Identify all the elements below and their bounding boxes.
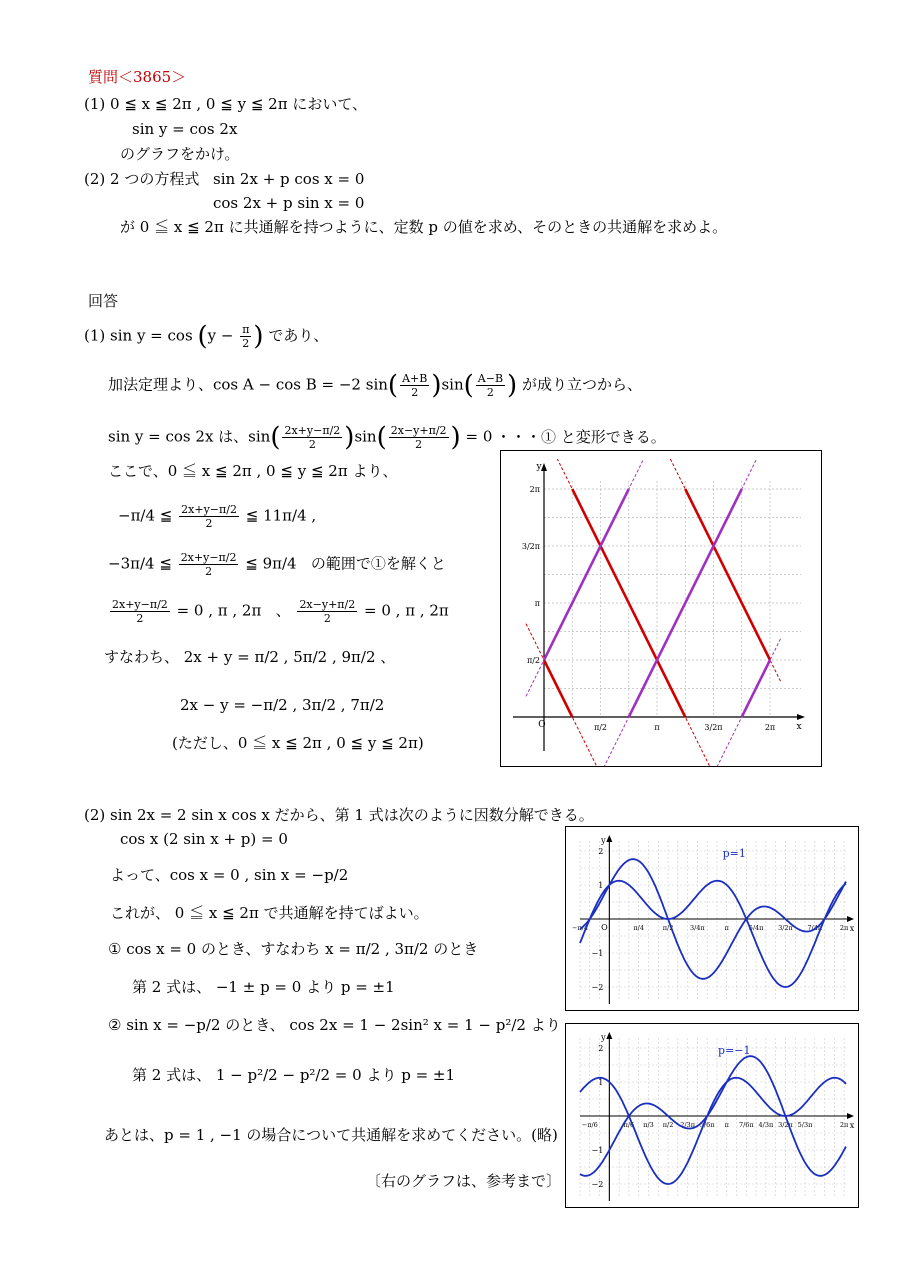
denominator: 2 bbox=[205, 517, 213, 530]
denominator: 2 bbox=[415, 438, 423, 451]
paren: ) bbox=[253, 321, 264, 352]
denominator: 2 bbox=[136, 612, 144, 625]
graph-siny-cos2x bbox=[500, 450, 822, 767]
solution-1: = 0 , π , 2π bbox=[176, 601, 262, 620]
x-axis-arrow bbox=[797, 714, 805, 720]
solution-2: = 0 , π , 2π bbox=[364, 601, 449, 620]
dashed-line-extension bbox=[526, 624, 781, 766]
answer-2-case2-result: 第 2 式は、 1 − p²/2 − p²/2 = 0 より p = ±1 bbox=[132, 1066, 456, 1084]
graph-2-svg bbox=[566, 827, 858, 1010]
x-tick-label: −π/4 bbox=[571, 924, 589, 932]
paren: ) bbox=[431, 370, 442, 401]
y-tick-label: −1 bbox=[591, 949, 604, 958]
numerator: 2x+y−π/2 bbox=[112, 598, 168, 611]
origin-label: O bbox=[538, 720, 546, 730]
answer-2-case1: ① cos x = 0 のとき、すなわち x = π/2 , 3π/2 のとき bbox=[108, 940, 479, 958]
a1-line3-eq: = 0 bbox=[465, 427, 493, 446]
x-tick-label: 2/3π bbox=[680, 1121, 695, 1129]
numerator: 2x+y−π/2 bbox=[284, 424, 341, 437]
x-tick-label: 2π bbox=[764, 723, 776, 732]
solution-separator: 、 bbox=[275, 601, 291, 620]
denominator: 2 bbox=[205, 565, 213, 578]
line-2x-minus-y: 2x − y = −π/2 , 3π/2 , 7π/2 bbox=[180, 696, 385, 714]
a1-line2-prefix: 加法定理より、cos A − cos B = −2 sin bbox=[108, 375, 388, 394]
numerator: A−B bbox=[477, 372, 504, 385]
denominator: 2 bbox=[308, 438, 316, 451]
x-tick-label: π bbox=[654, 723, 660, 732]
fraction bbox=[400, 372, 429, 399]
numerator: A+B bbox=[402, 372, 428, 385]
ineq2-left: −3π/4 ≦ bbox=[108, 554, 172, 573]
fraction bbox=[110, 598, 170, 625]
x-tick-label: π/2 bbox=[593, 723, 608, 732]
y-axis-label: y bbox=[536, 462, 542, 472]
y-axis-arrow bbox=[541, 463, 547, 471]
origin-label: O bbox=[601, 923, 608, 932]
legend-label: p=1 bbox=[722, 847, 746, 860]
question-2-eq2: cos 2x + p sin x = 0 bbox=[213, 194, 365, 212]
y-tick-label: π/2 bbox=[526, 656, 540, 665]
paren: ( bbox=[463, 370, 474, 401]
fraction bbox=[179, 503, 239, 530]
paren: ( bbox=[270, 422, 281, 453]
a1-suffix: であり、 bbox=[268, 326, 329, 345]
question-1: (1) 0 ≦ x ≦ 2π , 0 ≦ y ≦ 2π において、 bbox=[84, 95, 368, 113]
x-tick-label: π/4 bbox=[633, 924, 645, 932]
fraction bbox=[179, 551, 239, 578]
x-tick-label: 7/4π bbox=[807, 924, 823, 932]
a1-line2-suffix: が成り立つから、 bbox=[521, 375, 642, 394]
graph-p-equals-minus-1 bbox=[565, 1023, 859, 1208]
a1-prefix: (1) sin y = cos bbox=[84, 326, 193, 345]
x-tick-label: π/6 bbox=[623, 1121, 635, 1129]
ineq2-right: ≦ 9π/4 bbox=[245, 554, 297, 573]
x-tick-label: 3/2π bbox=[778, 1121, 793, 1129]
x-tick-label: π/3 bbox=[643, 1121, 654, 1129]
x-tick-label: 2π bbox=[839, 1121, 849, 1129]
y-tick-label: 1 bbox=[598, 1078, 604, 1087]
y-tick-label: 2 bbox=[598, 1044, 604, 1053]
y-tick-label: −2 bbox=[591, 1180, 604, 1189]
dashed-line-extension bbox=[526, 451, 781, 766]
x-axis-arrow bbox=[847, 916, 854, 922]
y-axis-arrow bbox=[606, 1032, 612, 1039]
frame-top bbox=[501, 451, 821, 459]
y-axis-label: y bbox=[601, 1033, 606, 1042]
x-tick-label: 5/6π bbox=[699, 1121, 715, 1129]
ineq1-right: ≦ 11π/4 , bbox=[245, 506, 317, 525]
paren: ( bbox=[197, 321, 208, 352]
answer-1-line4: ここで、0 ≦ x ≦ 2π , 0 ≦ y ≦ 2π より、 bbox=[108, 462, 398, 480]
answer-2-line2: cos x (2 sin x + p) = 0 bbox=[120, 830, 288, 848]
x-tick-label: π bbox=[724, 1121, 729, 1129]
x-tick-label: π/2 bbox=[662, 1121, 674, 1129]
answer-1-line3-suffix: ・・・① と変形できる。 bbox=[496, 428, 666, 446]
sunawachi-line: すなわち、 2x + y = π/2 , 5π/2 , 9π/2 、 bbox=[104, 648, 396, 666]
paren: ( bbox=[387, 370, 399, 401]
x-axis-label: x bbox=[796, 722, 802, 732]
inequality-1 bbox=[118, 503, 316, 530]
legend-label: p=−1 bbox=[718, 1044, 751, 1057]
graph-note: 〔右のグラフは、参考まで〕 bbox=[366, 1172, 562, 1190]
denominator: 2 bbox=[323, 612, 331, 625]
paren: ) bbox=[344, 422, 355, 453]
x-tick-label: 5/4π bbox=[748, 924, 764, 932]
domain-note: (ただし、0 ≦ x ≦ 2π , 0 ≦ y ≦ 2π) bbox=[172, 734, 424, 752]
x-tick-label: 3/4π bbox=[690, 924, 705, 932]
answer-1-line3 bbox=[108, 424, 492, 451]
numerator: 2x+y−π/2 bbox=[181, 503, 237, 516]
solutions-line bbox=[108, 598, 449, 625]
dashed-line-extension bbox=[526, 451, 781, 766]
graph-1-svg bbox=[501, 451, 821, 766]
question-2-eq1: sin 2x + p cos x = 0 bbox=[213, 170, 365, 188]
answer-1-line1 bbox=[84, 323, 328, 350]
numerator: 2x+y−π/2 bbox=[180, 551, 237, 564]
answer-2-last: あとは、p = 1 , −1 の場合について共通解を求めてください。(略) bbox=[104, 1126, 558, 1144]
inequality-2 bbox=[108, 551, 446, 578]
answer-2-line1: (2) sin 2x = 2 sin x cos x だから、第 1 式は次のように因数分解できる。 bbox=[84, 806, 594, 824]
graph-3-svg bbox=[566, 1024, 858, 1207]
x-axis-label: x bbox=[849, 1121, 855, 1130]
answer-2-case1-result: 第 2 式は、 −1 ± p = 0 より p = ±1 bbox=[132, 978, 395, 996]
fraction bbox=[297, 598, 357, 625]
ineq1-left: −π/4 ≦ bbox=[118, 506, 173, 525]
y-tick-label: 3/2π bbox=[521, 542, 540, 551]
fraction bbox=[389, 424, 449, 451]
ineq2-suffix: の範囲で①を解くと bbox=[310, 554, 446, 573]
dashed-line-extension bbox=[526, 451, 781, 682]
graph-p-equals-1 bbox=[565, 826, 859, 1011]
x-tick-label: 7/6π bbox=[738, 1121, 754, 1129]
x-axis-label: x bbox=[849, 924, 855, 933]
y-tick-label: 1 bbox=[598, 881, 604, 890]
question-2-intro: (2) 2 つの方程式 bbox=[84, 170, 200, 188]
y-tick-label: 2π bbox=[529, 485, 540, 494]
paren: ) bbox=[450, 422, 461, 453]
paren: ) bbox=[507, 370, 518, 401]
x-axis-arrow bbox=[847, 1113, 854, 1119]
answer-2-line4: これが、 0 ≦ x ≦ 2π で共通解を持てばよい。 bbox=[110, 904, 429, 922]
numerator: 2x−y+π/2 bbox=[390, 424, 447, 437]
a1-line3-prefix: sin y = cos 2x は、sin bbox=[108, 427, 271, 446]
answer-1-line2 bbox=[108, 372, 642, 399]
y-tick-label: π bbox=[534, 599, 540, 608]
y-tick-label: 2 bbox=[598, 847, 604, 856]
a1-line2-mid: sin bbox=[441, 375, 464, 394]
denominator: 2 bbox=[411, 386, 419, 399]
curve-equation-2 bbox=[580, 881, 846, 987]
a1-line3-mid: sin bbox=[354, 427, 377, 446]
x-tick-label: −π/6 bbox=[581, 1121, 598, 1129]
x-tick-label: 3/2π bbox=[778, 924, 793, 932]
x-tick-label: 3/2π bbox=[704, 723, 723, 732]
answer-2-line3: よって、cos x = 0 , sin x = −p/2 bbox=[110, 866, 349, 884]
y-axis-label: y bbox=[601, 836, 606, 845]
answer-heading: 回答 bbox=[88, 292, 119, 310]
fraction bbox=[282, 424, 342, 451]
y-tick-label: −2 bbox=[591, 983, 604, 992]
x-tick-label: 5/3π bbox=[797, 1121, 813, 1129]
a1-inner: y − bbox=[207, 326, 234, 345]
x-tick-label: 2π bbox=[839, 924, 849, 932]
denominator: 2 bbox=[486, 386, 494, 399]
numerator: 2x−y+π/2 bbox=[299, 598, 356, 611]
question-1-instruction: のグラフをかけ。 bbox=[120, 145, 240, 163]
denominator: 2 bbox=[242, 337, 250, 350]
y-tick-label: −1 bbox=[591, 1146, 604, 1155]
x-tick-label: π bbox=[724, 924, 729, 932]
fraction bbox=[476, 372, 505, 399]
paren: ( bbox=[376, 422, 387, 453]
fraction bbox=[240, 323, 251, 350]
question-1-equation: sin y = cos 2x bbox=[132, 120, 238, 138]
answer-2-case2: ② sin x = −p/2 のとき、 cos 2x = 1 − 2sin² x = 1 − p²/2 より bbox=[108, 1016, 561, 1034]
question-title: 質問＜3865＞ bbox=[88, 68, 187, 86]
question-2-instruction: が 0 ≦ x ≦ 2π に共通解を持つように、定数 p の値を求め、そのときの共通解を求めよ。 bbox=[120, 218, 728, 236]
y-axis-arrow bbox=[606, 835, 612, 842]
x-tick-label: π/2 bbox=[662, 924, 674, 932]
x-tick-label: 4/3π bbox=[758, 1121, 774, 1129]
numerator: π bbox=[242, 323, 250, 336]
